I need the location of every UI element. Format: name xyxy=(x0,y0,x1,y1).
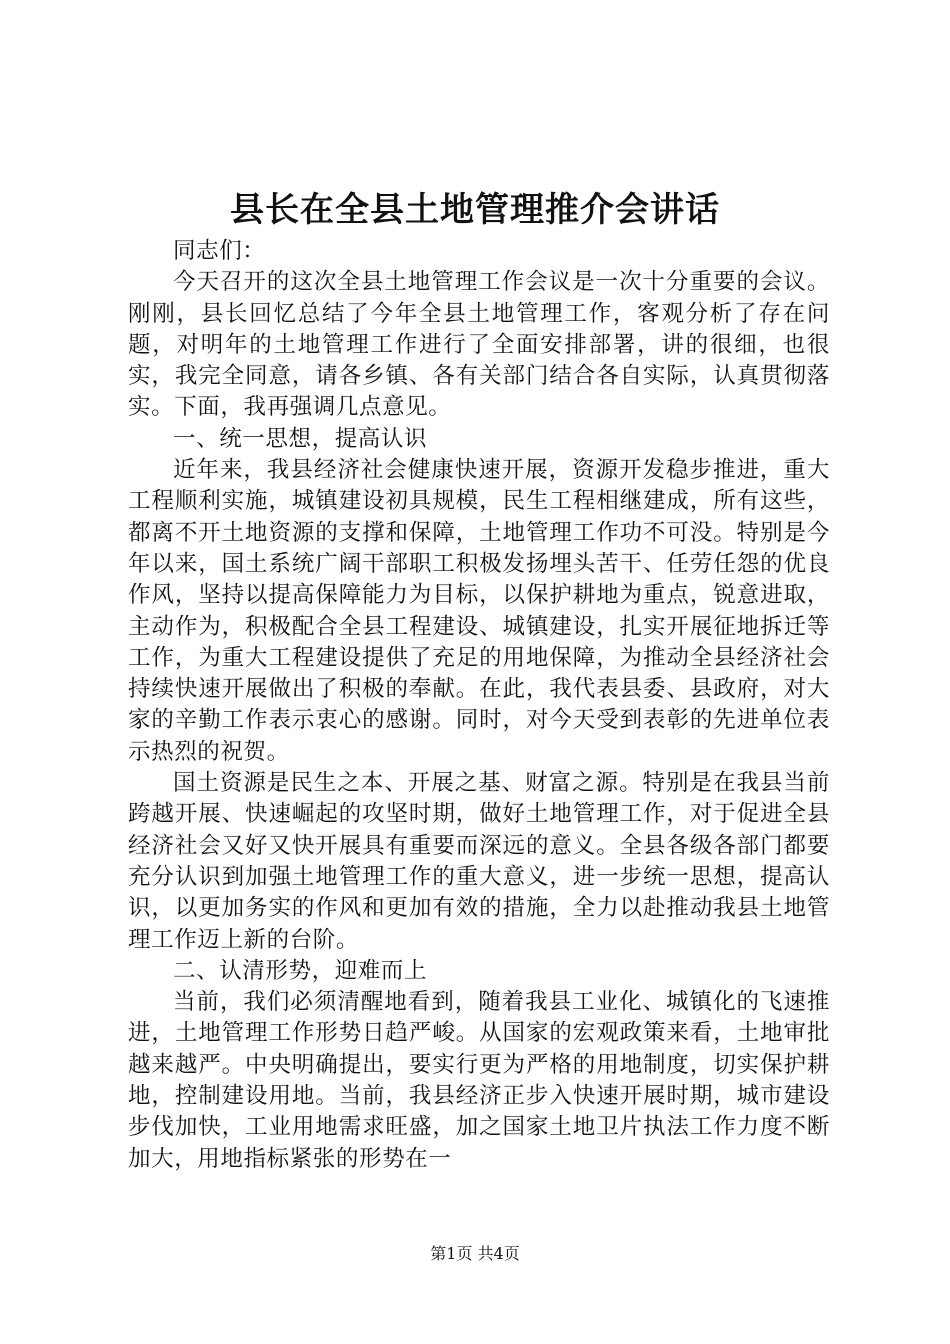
body-paragraph: 当前，我们必须清醒地看到，随着我县工业化、城镇化的飞速推进，土地管理工作形势日趋严峻。从国家的宏观政策来看，土地审批越来越严。中央明确提出，要实行更为严格的用地制度，切实保护耕地，控制建设用地。当前，我县经济正步入快速开展时期，城市建设步伐加快，工业用地需求旺盛，加之国家土地卫片执法工作力度不断加大，用地指标紧张的形势在一 xyxy=(128,989,830,1172)
body-paragraph: 国土资源是民生之本、开展之基、财富之源。特别是在我县当前跨越开展、快速崛起的攻坚时期，做好土地管理工作，对于促进全县经济社会又好又快开展具有重要而深远的意义。全县各级各部门都要充分认识到加强土地管理工作的重大意义，进一步统一思想，提高认识，以更加务实的作风和更加有效的措施，全力以赴推动我县土地管理工作迈上新的台阶。 xyxy=(128,770,830,953)
page-footer: 第1页 共4页 xyxy=(430,1244,520,1263)
document-title: 县长在全县土地管理推介会讲话 xyxy=(230,190,720,230)
section-heading: 一、统一思想，提高认识 xyxy=(173,425,428,452)
body-paragraph: 今天召开的这次全县土地管理工作会议是一次十分重要的会议。刚刚，县长回忆总结了今年全县土地管理工作，客观分析了存在问题，对明年的土地管理工作进行了全面安排部署，讲的很细，也很实，我完全同意，请各乡镇、各有关部门结合各自实际，认真贯彻落实。下面，我再强调几点意见。 xyxy=(128,269,830,421)
section-heading: 二、认清形势，迎难而上 xyxy=(173,957,428,984)
salutation: 同志们： xyxy=(173,238,266,264)
document-body xyxy=(128,236,830,1175)
body-paragraph: 近年来，我县经济社会健康快速开展，资源开发稳步推进，重大工程顺利实施，城镇建设初具规模，民生工程相继建成，所有这些，都离不开土地资源的支撑和保障，土地管理工作功不可没。特别是今年以来，国土系统广阔干部职工积极发扬埋头苦干、任劳任怨的优良作风，坚持以提高保障能力为目标，以保护耕地为重点，锐意进取，主动作为，积极配合全县工程建设、城镇建设，扎实开展征地拆迁等工作，为重大工程建设提供了充足的用地保障，为推动全县经济社会持续快速开展做出了积极的奉献。在此，我代表县委、县政府，对大家的辛勤工作表示衷心的感谢。同时，对今天受到表彰的先进单位表示热烈的祝贺。 xyxy=(128,457,830,765)
